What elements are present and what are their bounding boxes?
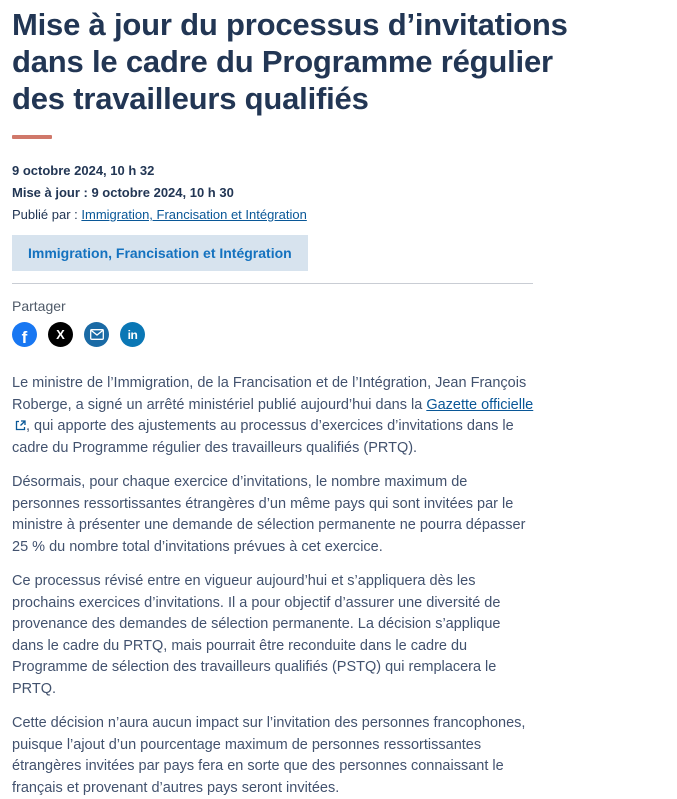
page-title-line-2: dans le cadre du Programme régulier [12,44,553,79]
facebook-share-button[interactable] [12,322,37,347]
published-by-label: Publié par : [12,207,78,222]
gazette-officielle-link[interactable]: Gazette officielle [426,396,534,413]
facebook-icon: f [21,328,28,347]
linkedin-share-button[interactable] [120,322,145,347]
published-date: 9 octobre 2024, 10 h 32 [12,163,155,178]
x-icon: X [56,327,65,342]
x-share-button[interactable] [48,322,73,347]
page-title-line-3: des travailleurs qualifiés [12,81,369,116]
page-title [12,6,665,117]
updated-date: Mise à jour : 9 octobre 2024, 10 h 30 [12,185,234,200]
publisher-link[interactable]: Immigration, Francisation et Intégration [81,207,307,222]
share-label: Partager [12,298,66,314]
paragraph-3: Ce processus révisé entre en vigueur aujourd’hui et s’appliquera dès les prochains exercices d’invitations. Il a pour objectif d’assurer une diversité de provenance des demandes de sélection permanente. La décision s’applique dans le cadre du PRTQ, mais pourrait être reconduite dans le cadre du Programme de sélection des travailleurs qualifiés (PSTQ) qui remplacera le PRTQ. [12,573,501,697]
email-icon [90,329,104,340]
paragraph-1-text: Le ministre de l’Immigration, de la Francisation et de l’Intégration, Jean François Roberge, a signé un arrêté ministériel publié aujourd’hui dans la [12,375,527,413]
divider [12,283,533,284]
external-link-icon [15,420,26,431]
category-tag[interactable]: Immigration, Francisation et Intégration [12,235,308,271]
paragraph-1-text-after: , qui apporte des ajustements au processus d’exercices d’invitations dans le cadre du Programme régulier des travailleurs qualifiés (PRTQ). [12,418,514,456]
page-title-line-1: Mise à jour du processus d’invitations [12,7,568,42]
published-by-line [12,204,665,226]
title-accent-bar [12,135,52,139]
share-icon-row [12,322,665,347]
paragraph-4: Cette décision n’aura aucun impact sur l’invitation des personnes francophones, puisque l’ajout d’un pourcentage maximum de personnes ressortissantes étrangères invitées par pays fera en sorte que des personnes connaissant le français et provenant d’autres pays seront invitées. [12,715,526,796]
linkedin-icon: in [127,327,138,342]
paragraph-2: Désormais, pour chaque exercice d’invitations, le nombre maximum de personnes ressortissantes étrangères d’un même pays qui sont invitées par le ministre à présenter une demande de sélection permanente ne pourra dépasser 25 % du nombre total d’invitations prévues à cet exercice. [12,474,526,555]
email-share-button[interactable] [84,322,109,347]
article-meta [12,160,665,226]
paragraph-1 [12,373,535,459]
article-body [12,373,535,799]
